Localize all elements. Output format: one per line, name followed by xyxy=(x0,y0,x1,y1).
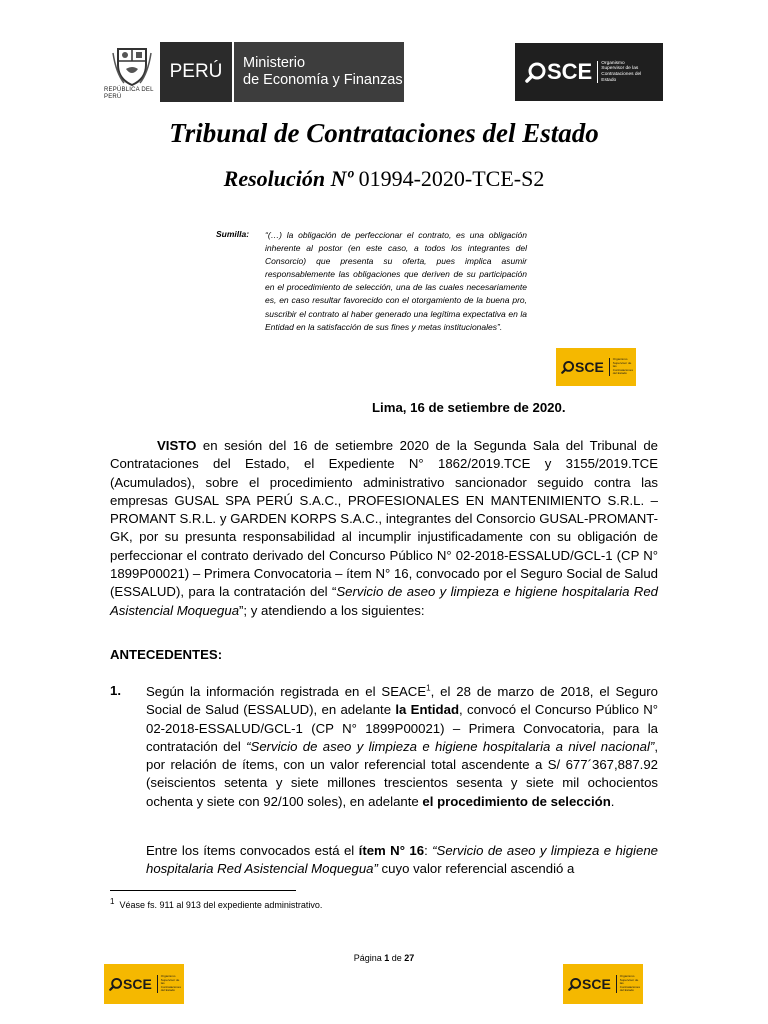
item-1b-bold: ítem N° 16 xyxy=(358,843,425,858)
page-of: de xyxy=(391,953,402,963)
item-1b-c: cuyo valor referencial ascendió a xyxy=(377,861,575,877)
place-date: Lima, 16 de setiembre de 2020. xyxy=(372,400,566,415)
osce-footer-left-text: SCE xyxy=(123,976,152,992)
osce-header-logo xyxy=(515,43,663,101)
magnifier-icon xyxy=(561,360,575,374)
item-1-second-paragraph xyxy=(146,842,658,879)
document-title: Tribunal de Contrataciones del Estado xyxy=(169,118,599,148)
item-1-c: , convocó el Concurso Público N° 02-2018-ESSALUD/GCL-1 (CP N° 1899P00021) – Primera Convocatoria, para la contratación del xyxy=(146,702,659,754)
magnifier-icon xyxy=(109,977,123,991)
item-1-bold-entidad: la Entidad xyxy=(395,702,460,718)
visto-bold: VISTO xyxy=(157,438,197,453)
page-current: 1 xyxy=(384,953,390,963)
item-1b-a: Entre los ítems convocados está el xyxy=(146,843,359,858)
item-1-a: Según la información registrada en el SEACE xyxy=(146,684,427,699)
osce-watermark-word xyxy=(561,359,604,375)
mef-logo xyxy=(104,42,404,102)
osce-watermark-text: SCE xyxy=(575,359,604,375)
item-1-d: , por relación de ítems, con un valor referencial total ascendente a S/ 677´367,887.92 (seiscientos setenta y siete millones trescientos sesenta y siete mil ochocientos ochenta y siete con 92/100 soles), en adelante xyxy=(146,738,658,809)
resolution-heading xyxy=(0,166,768,192)
item-1-b: , el 28 de marzo de 2018, el Seguro Social de Salud (ESSALUD), en adelante xyxy=(146,684,658,718)
item-1b-italic: “Servicio de aseo y limpieza e higiene hospitalaria Red Asistencial Moquegua” xyxy=(146,843,658,877)
visto-paragraph xyxy=(110,437,658,620)
osce-logo-subtitle: Organismo Supervisor de las Contrataciones del Estado xyxy=(597,61,645,83)
item-1-paragraph xyxy=(146,683,658,811)
resolution-prefix: Resolución Nº xyxy=(223,166,354,191)
mef-ministry-line1: Ministerio xyxy=(243,55,306,71)
mef-ministry-line2: de Economía y Finanzas xyxy=(243,72,403,88)
footnote-text: Véase fs. 911 al 913 del expediente administrativo. xyxy=(119,900,323,910)
page-label: Página xyxy=(353,953,382,963)
osce-footer-right-subtitle: Organismo Supervisor de las Contrataciones del Estado xyxy=(616,975,642,993)
osce-footer-left-subtitle: Organismo Supervisor de las Contrataciones del Estado xyxy=(157,975,183,993)
magnifier-icon xyxy=(568,977,582,991)
sumilla-text: “(…) la obligación de perfeccionar el contrato, es una obligación inherente al postor (en este caso, a todos los integrantes del Consorcio) que presenta su oferta, pues implica asumir responsablemente las obligaciones que deriven de su participación en el procedimiento de selección, una de las cuales necesariamente es, en caso resultar favorecido con el otorgamiento de la buena pro, suscribir el contrato al haber generado una legítima expectativa en la Entidad en la satisfacción de sus fines y metas institucionales”. xyxy=(265,230,527,332)
item-1-italic: “Servicio de aseo y limpieza e higiene hospitalaria a nivel nacional” xyxy=(246,738,655,754)
peru-coat-of-arms xyxy=(104,42,160,102)
coat-of-arms-icon xyxy=(112,43,152,87)
visto-italic: Servicio de aseo y limpieza e higiene hospitalaria Red Asistencial Moquegua xyxy=(110,584,658,618)
mef-ministry-label xyxy=(232,42,404,102)
mef-shield-text: REPÚBLICA DEL PERÚ xyxy=(104,87,154,100)
sumilla-label: Sumilla: xyxy=(216,229,250,239)
page-number xyxy=(0,953,768,963)
visto-text-1: en sesión del 16 de setiembre 2020 de la Segunda Sala del Tribunal de Contrataciones del Estado, el Expediente N° 1862/2019.TCE y 3155/2019.TCE (Acumulados), sobre el procedimiento administrativo sancionador seguido contra las empresas GUSAL SPA PERÚ S.A.C., PROFESIONALES EN MANTENIMIENTO S.R.L. – PROMANT S.R.L. y GARDEN KORPS S.A.C., integrantes del Consorcio GUSAL-PROMANT-GK, por su presunta responsabilidad al incumplir injustificadamente con su obligación de perfeccionar el contrato derivado del Concurso Público N° 02-2018-ESSALUD/GCL-1 (CP N° 1899P00021) – Primera Convocatoria – ítem N° 16, convocado por el Seguro Social de Salud (ESSALUD), para la contratación del “ xyxy=(110,438,658,600)
item-1-number: 1. xyxy=(110,683,121,698)
footnote xyxy=(110,897,323,910)
osce-footer-logo-right xyxy=(563,964,643,1004)
resolution-number: 01994-2020-TCE-S2 xyxy=(358,166,545,191)
footnote-ref[interactable]: 1 xyxy=(426,683,431,693)
osce-footer-right-text: SCE xyxy=(582,976,611,992)
osce-watermark-subtitle: Organismo Supervisor de las Contrataciones del Estado xyxy=(609,358,635,376)
osce-watermark-logo xyxy=(556,348,636,386)
mef-country-label: PERÚ xyxy=(160,42,232,102)
item-1-e: . xyxy=(610,793,615,809)
footnote-divider xyxy=(110,890,296,891)
antecedentes-heading: ANTECEDENTES: xyxy=(110,647,223,662)
osce-logo-word xyxy=(525,59,592,85)
footnote-mark: 1 xyxy=(110,897,115,906)
osce-footer-logo-left xyxy=(104,964,184,1004)
magnifier-icon xyxy=(525,61,547,83)
osce-logo-text: SCE xyxy=(547,59,593,84)
visto-text-2: ”; y atendiendo a los siguientes: xyxy=(239,602,425,618)
page-total: 27 xyxy=(404,953,415,963)
osce-footer-left-word xyxy=(109,976,152,992)
item-1b-b: : xyxy=(424,843,433,858)
item-1-bold-procedimiento: el procedimiento de selección xyxy=(422,793,611,809)
osce-footer-right-word xyxy=(568,976,611,992)
